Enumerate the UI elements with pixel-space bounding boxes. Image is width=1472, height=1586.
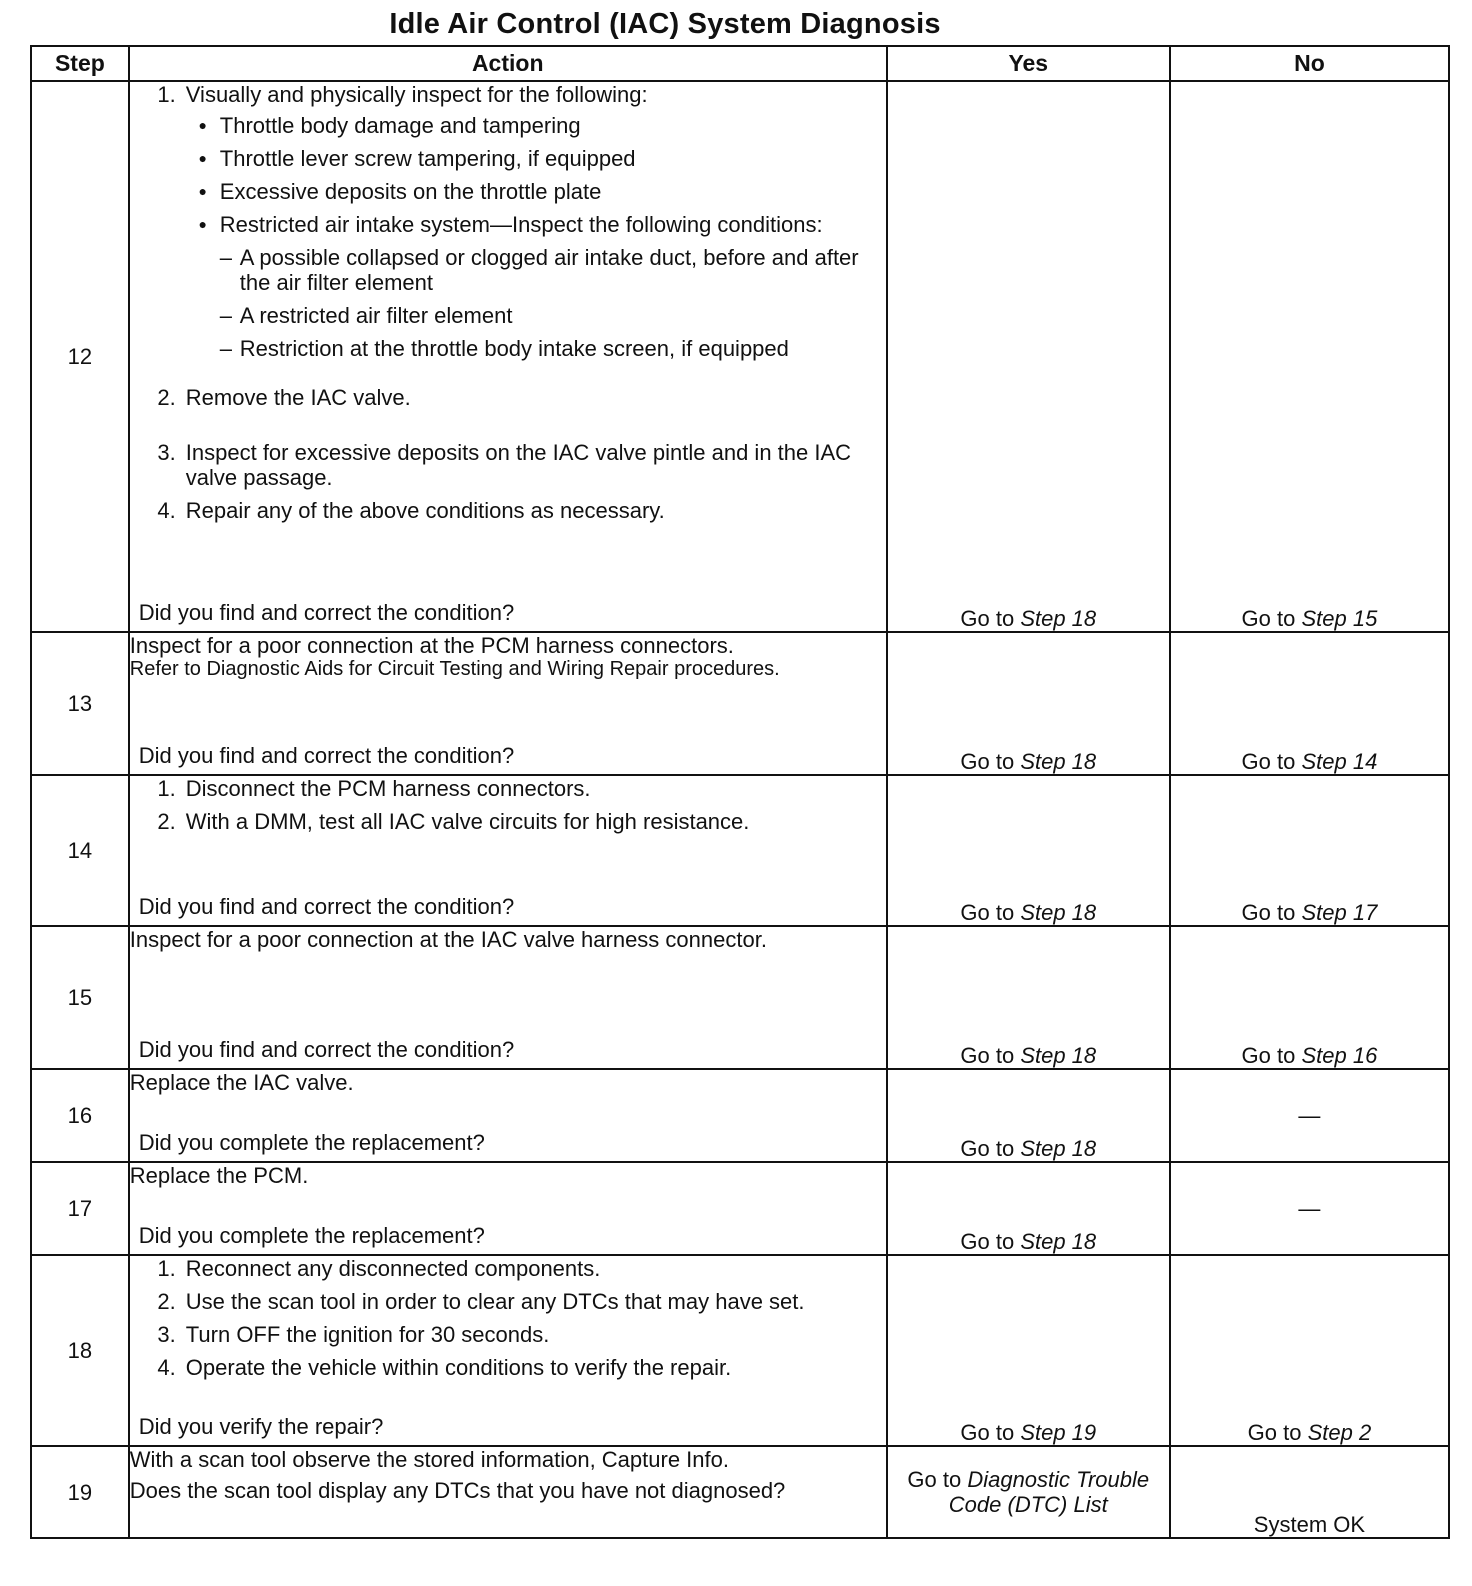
goto-label: Go to <box>907 1467 962 1492</box>
goto-label: Go to <box>960 749 1015 774</box>
no-cell <box>1170 775 1449 926</box>
bullet-icon: ● <box>198 150 208 166</box>
step-number: 14 <box>31 775 129 926</box>
no-cell <box>1170 1162 1449 1255</box>
item-text: Use the scan tool in order to clear any DTCs that may have set. <box>185 1289 805 1314</box>
item-number: 4. <box>157 1355 176 1380</box>
action-text: Replace the IAC valve. <box>129 1070 354 1095</box>
yes-cell <box>887 1162 1170 1255</box>
question-text: Did you find and correct the condition? <box>138 600 515 625</box>
goto-target: Step 2 <box>1307 1420 1372 1445</box>
page-title: Idle Air Control (IAC) System Diagnosis <box>389 8 941 40</box>
list-item <box>130 82 886 377</box>
question-text: Did you complete the replacement? <box>138 1130 485 1155</box>
dash-icon: – <box>219 336 233 361</box>
bullet-icon: ● <box>198 216 208 232</box>
item-text: Operate the vehicle within conditions to verify the repair. <box>185 1355 732 1380</box>
goto-label: Go to <box>1241 606 1296 631</box>
goto-target: Step 18 <box>1020 749 1097 774</box>
numbered-list <box>130 776 886 834</box>
item-text: Turn OFF the ignition for 30 seconds. <box>185 1322 550 1347</box>
goto-label: Go to <box>1241 1043 1296 1068</box>
yes-cell <box>887 775 1170 926</box>
list-item <box>186 146 886 171</box>
list-item <box>130 498 886 523</box>
list-item <box>130 1256 886 1281</box>
item-text: Throttle body damage and tampering <box>219 113 581 138</box>
goto-target: Diagnostic Trouble Code (DTC) List <box>948 1467 1150 1517</box>
table-row <box>31 926 1449 1069</box>
bullet-list <box>186 113 886 369</box>
list-item <box>186 179 886 204</box>
no-cell <box>1170 632 1449 775</box>
item-text: Restricted air intake system—Inspect the following conditions: <box>219 212 823 237</box>
item-number: 1. <box>157 1256 176 1281</box>
column-header-action: Action <box>129 46 887 81</box>
action-text: Inspect for a poor connection at the PCM harness connectors. <box>129 633 734 658</box>
table-header-row <box>31 46 1449 81</box>
action-cell <box>129 775 887 926</box>
item-number: 2. <box>157 809 176 834</box>
list-item <box>130 1355 886 1380</box>
no-cell <box>1170 926 1449 1069</box>
item-text: Throttle lever screw tampering, if equipped <box>219 146 636 171</box>
yes-cell <box>887 1446 1170 1538</box>
diagnosis-table <box>30 45 1450 1539</box>
goto-label: Go to <box>1241 749 1296 774</box>
yes-cell <box>887 632 1170 775</box>
goto-label: Go to <box>1241 900 1296 925</box>
action-cell <box>129 1162 887 1255</box>
question-text: Did you complete the replacement? <box>138 1223 485 1248</box>
goto-target: Step 19 <box>1020 1420 1097 1445</box>
list-item <box>130 1322 886 1347</box>
yes-cell <box>887 81 1170 632</box>
goto-target: Step 18 <box>1020 1136 1097 1161</box>
question-text: Did you find and correct the condition? <box>138 1037 515 1062</box>
table-row <box>31 1069 1449 1162</box>
action-cell <box>129 1446 887 1538</box>
step-number: 17 <box>31 1162 129 1255</box>
dash-icon: – <box>219 245 233 270</box>
question-text: Did you find and correct the condition? <box>138 894 515 919</box>
goto-target: Step 14 <box>1301 749 1378 774</box>
goto-target: Step 18 <box>1020 1229 1097 1254</box>
goto-label: Go to <box>1247 1420 1302 1445</box>
numbered-list <box>130 82 886 523</box>
goto-target: Step 18 <box>1020 606 1097 631</box>
goto-target: Step 18 <box>1020 1043 1097 1068</box>
column-header-no: No <box>1170 46 1449 81</box>
action-cell <box>129 1069 887 1162</box>
column-header-step: Step <box>31 46 129 81</box>
no-cell <box>1170 1446 1449 1538</box>
action-text: Replace the PCM. <box>129 1163 309 1188</box>
goto-label: Go to <box>960 1229 1015 1254</box>
step-number: 15 <box>31 926 129 1069</box>
goto-label: Go to <box>960 1043 1015 1068</box>
goto-label: Go to <box>960 900 1015 925</box>
question-text: Does the scan tool display any DTCs that you have not diagnosed? <box>129 1478 786 1503</box>
not-applicable-dash: — <box>1298 1103 1321 1128</box>
item-text: Inspect for excessive deposits on the IAC valve pintle and in the IAC valve passage. <box>185 440 852 490</box>
result-text: System OK <box>1253 1512 1366 1537</box>
yes-cell <box>887 1069 1170 1162</box>
goto-target: Step 15 <box>1301 606 1378 631</box>
item-text: A restricted air filter element <box>239 303 513 328</box>
item-text: Visually and physically inspect for the following: <box>185 82 648 107</box>
dash-list <box>220 245 886 361</box>
step-number: 16 <box>31 1069 129 1162</box>
numbered-list <box>130 1256 886 1380</box>
question-text: Did you find and correct the condition? <box>138 743 515 768</box>
list-item <box>220 336 886 361</box>
list-item <box>130 776 886 801</box>
bullet-icon: ● <box>198 183 208 199</box>
goto-label: Go to <box>960 1420 1015 1445</box>
goto-label: Go to <box>960 606 1015 631</box>
yes-cell <box>887 1255 1170 1446</box>
table-row <box>31 81 1449 632</box>
list-item <box>130 385 886 410</box>
list-item <box>186 212 886 369</box>
list-item <box>220 303 886 328</box>
step-number: 19 <box>31 1446 129 1538</box>
item-text: Excessive deposits on the throttle plate <box>219 179 602 204</box>
item-text: A possible collapsed or clogged air intake duct, before and after the air filter element <box>239 245 859 295</box>
table-row <box>31 1446 1449 1538</box>
not-applicable-dash: — <box>1298 1196 1321 1221</box>
table-row <box>31 632 1449 775</box>
bullet-icon: ● <box>198 117 208 133</box>
list-item <box>220 245 886 295</box>
no-cell <box>1170 1255 1449 1446</box>
table-row <box>31 1162 1449 1255</box>
list-item <box>186 113 886 138</box>
table-row <box>31 1255 1449 1446</box>
table-row <box>31 775 1449 926</box>
list-item <box>130 440 886 490</box>
goto-target: Step 17 <box>1301 900 1378 925</box>
column-header-yes: Yes <box>887 46 1170 81</box>
action-cell <box>129 1255 887 1446</box>
item-text: Reconnect any disconnected components. <box>185 1256 601 1281</box>
item-number: 1. <box>157 82 176 107</box>
yes-cell <box>887 926 1170 1069</box>
action-cell <box>129 81 887 632</box>
question-text: Did you verify the repair? <box>138 1414 384 1439</box>
action-note: Refer to Diagnostic Aids for Circuit Testing and Wiring Repair procedures. <box>129 658 780 680</box>
no-cell <box>1170 1069 1449 1162</box>
action-cell <box>129 632 887 775</box>
action-text: With a scan tool observe the stored information, Capture Info. <box>129 1447 729 1472</box>
item-text: Remove the IAC valve. <box>185 385 411 410</box>
list-item <box>130 1289 886 1314</box>
goto-label: Go to <box>960 1136 1015 1161</box>
dash-icon: – <box>219 303 233 328</box>
item-text: Disconnect the PCM harness connectors. <box>185 776 591 801</box>
step-number: 13 <box>31 632 129 775</box>
item-number: 3. <box>157 440 176 465</box>
list-item <box>130 809 886 834</box>
step-number: 12 <box>31 81 129 632</box>
item-number: 4. <box>157 498 176 523</box>
action-text: Inspect for a poor connection at the IAC valve harness connector. <box>129 927 767 952</box>
item-number: 1. <box>157 776 176 801</box>
action-cell <box>129 926 887 1069</box>
item-text: Repair any of the above conditions as necessary. <box>185 498 665 523</box>
item-text: With a DMM, test all IAC valve circuits for high resistance. <box>185 809 750 834</box>
item-number: 2. <box>157 1289 176 1314</box>
goto-target: Step 18 <box>1020 900 1097 925</box>
item-number: 3. <box>157 1322 176 1347</box>
goto-target: Step 16 <box>1301 1043 1378 1068</box>
no-cell <box>1170 81 1449 632</box>
item-text: Restriction at the throttle body intake screen, if equipped <box>239 336 789 361</box>
item-number: 2. <box>157 385 176 410</box>
step-number: 18 <box>31 1255 129 1446</box>
